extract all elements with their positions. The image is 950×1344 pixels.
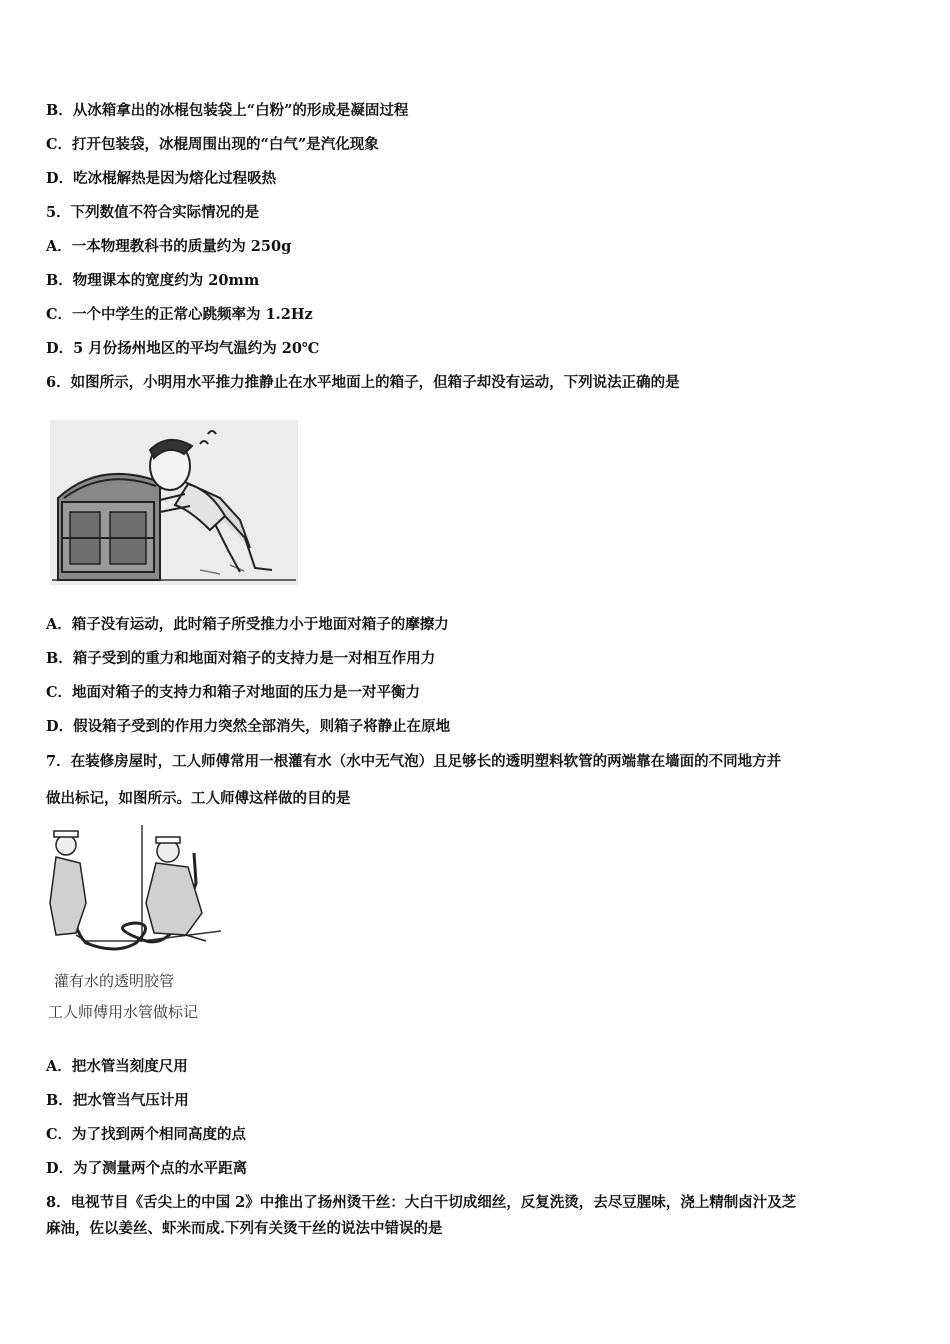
q5-option-d: D．5 月份扬州地区的平均气温约为 20℃: [46, 340, 320, 357]
chest-icon: [58, 474, 160, 580]
q6-option-c: C．地面对箱子的支持力和箱子对地面的压力是一对平衡力: [46, 684, 421, 701]
q6-option-a: A．箱子没有运动，此时箱子所受推力小于地面对箱子的摩擦力: [46, 616, 449, 633]
q7-option-c: C．为了找到两个相同高度的点: [46, 1126, 247, 1143]
q5-option-b: B．物理课本的宽度约为 20mm: [46, 272, 260, 289]
figure-caption-tube: 灌有水的透明胶管: [54, 972, 175, 990]
workers-water-tube-figure: [46, 823, 226, 1023]
q6-option-d: D．假设箱子受到的作用力突然全部消失，则箱子将静止在原地: [46, 718, 451, 735]
q4-option-b: B．从冰箱拿出的冰棍包装袋上“白粉”的形成是凝固过程: [46, 102, 409, 119]
q7-stem-line2: 做出标记，如图所示。工人师傅这样做的目的是: [46, 790, 351, 807]
q8-stem-line2: 麻油，佐以姜丝、虾米而成.下列有关烫干丝的说法中错误的是: [46, 1220, 443, 1237]
q5-stem: 5．下列数值不符合实际情况的是: [46, 204, 260, 221]
q6-stem: 6．如图所示，小明用水平推力推静止在水平地面上的箱子，但箱子却没有运动，下列说法正确的是: [46, 374, 680, 391]
q7-option-b: B．把水管当气压计用: [46, 1092, 189, 1109]
q6-option-b: B．箱子受到的重力和地面对箱子的支持力是一对相互作用力: [46, 650, 436, 667]
q8-stem-line1: 8．电视节目《舌尖上的中国 2》中推出了扬州烫干丝：大白干切成细丝，反复洗烫，去尽豆腥味，浇上精制卤汁及芝: [46, 1194, 797, 1211]
q4-option-c: C．打开包装袋，冰棍周围出现的“白气”是汽化现象: [46, 136, 379, 153]
figure-caption-marking: 工人师傅用水管做标记: [48, 1003, 199, 1021]
q5-option-a: A．一本物理教科书的质量约为 250g: [46, 238, 292, 255]
q4-option-d: D．吃冰棍解热是因为熔化过程吸热: [46, 170, 277, 187]
q7-option-d: D．为了测量两个点的水平距离: [46, 1160, 248, 1177]
boy-pushing-box-figure: [50, 420, 298, 585]
q7-option-a: A．把水管当刻度尺用: [46, 1058, 188, 1075]
q7-stem-line1: 7．在装修房屋时，工人师傅常用一根灌有水（水中无气泡）且足够长的透明塑料软管的两端靠在墙面的不同地方并: [46, 753, 782, 770]
q5-option-c: C．一个中学生的正常心跳频率为 1.2Hz: [46, 306, 313, 323]
